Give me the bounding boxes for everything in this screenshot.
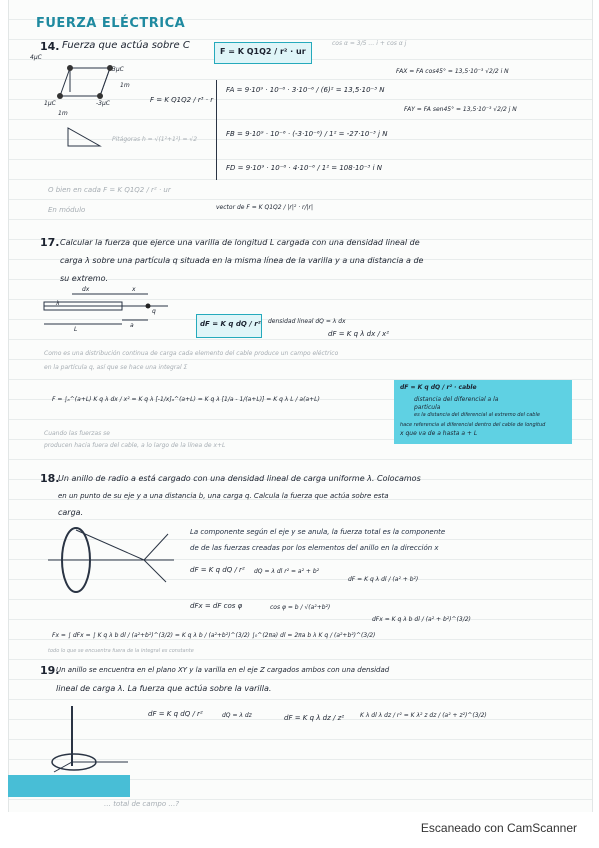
brace: [216, 80, 220, 180]
problem-18-statement-1: Un anillo de radio a está cargado con una densidad lineal de carga uniforme λ. Colocamos: [58, 474, 421, 483]
side-label-1: 1m: [120, 82, 130, 89]
triangle-sketch: [66, 126, 106, 150]
p17-sum-2: producen hacia fuera del cable, a lo largo de la línea de x+L: [44, 442, 226, 449]
vector-form-line: vector de F = K Q1Q2 / |r|² · r/|r|: [216, 204, 314, 211]
p18-dFx-full: dFx = K q λ b dl / (a² + b²)^(3/2): [372, 616, 471, 623]
p18-side-note: todo lo que se encuentra fuera de la integral es constante: [48, 648, 194, 654]
p17-integral: F = ∫ₐ^(a+L) K q λ dx / x² = K q λ [-1/x]ₐ^(a+L) = K q λ [1/a - 1/(a+L)] = K q λ L / a(a+L): [52, 396, 320, 403]
problem-19-number: 19.: [40, 664, 60, 677]
vector-F-formula: F = K Q1Q2 / r³ · r: [150, 96, 214, 104]
p18-dF: dF = K q dQ / r²: [190, 566, 245, 574]
p17-sum-1: Cuando las fuerzas se: [44, 430, 110, 437]
p18-Fx: Fx = ∫ dFx = ∫ K q λ b dl / (a²+b²)^(3/2) = K q λ b / (a²+b²)^(3/2) ∫₀^(2πa) dl = 2πa b λ K q / (a²+b²)^(3/2): [52, 632, 376, 639]
note-line-4: hace referencia al diferencial dentro del cable de longitud: [400, 422, 546, 428]
rod-label-lambda: λ: [56, 300, 60, 307]
rod-diagram: [42, 290, 182, 336]
problem-18-number: 18.: [40, 472, 60, 485]
p17-line-2: en la partícula q, así que se hace una integral Σ: [44, 364, 188, 371]
problem-17-statement-1: Calcular la fuerza que ejerce una varilla de longitud L cargada con una densidad lineal de: [60, 238, 420, 247]
o-bien-line: O bien en cada F = K Q1Q2 / r² · ur: [48, 186, 171, 194]
top-note: cos α = 3/5 … i + cos α j: [332, 40, 407, 47]
p19-dF: dF = K q dQ / r²: [148, 710, 203, 718]
side-label-2: 1m: [58, 110, 68, 117]
problem-19-statement-1: Un anillo se encuentra en el plano XY y la varilla en el eje Z cargados ambos con una densidad: [56, 666, 390, 674]
rod-label-q: q: [152, 308, 156, 315]
pythagoras-note: Pitágoras h = √(1²+1²) = √2: [112, 136, 198, 143]
page-title: FUERZA ELÉCTRICA: [36, 16, 186, 31]
charge-label-d: -3μC: [96, 100, 110, 107]
FB-formula: FB = 9·10⁹ · 10⁻⁶ · (-3·10⁻⁶) / 1² = -27·10⁻³ j N: [226, 130, 388, 138]
FD-formula: FD = 9·10⁹ · 10⁻⁶ · 4·10⁻⁶ / 1² = 108·10⁻³ i N: [226, 164, 382, 172]
problem-19-statement-2: lineal de carga λ. La fuerza que actúa sobre la varilla.: [56, 684, 272, 693]
FAy-formula: FAY = FA sen45° = 13,5·10⁻³ √2/2 j N: [404, 106, 517, 113]
note-line-5: x que va de a hasta a + L: [400, 430, 478, 437]
problem-18-statement-3: carga.: [58, 508, 84, 517]
density-line: densidad lineal dQ = λ dx: [268, 318, 346, 325]
note-line-1: distancia del diferencial a la: [414, 396, 499, 403]
charge-label-c: 1μC: [44, 100, 56, 107]
p18-cos: cos φ = b / √(a²+b²): [270, 604, 331, 611]
FAx-formula: FAX = FA cos45° = 13,5·10⁻³ √2/2 i N: [396, 68, 509, 75]
note-title: dF = K q dQ / r² · cable: [400, 384, 477, 391]
ring-diagram: [48, 520, 178, 600]
rod-label-a: a: [130, 322, 134, 329]
rod-label-L: L: [74, 326, 78, 333]
boxed-formula: F = K Q1Q2 / r² · ur: [220, 47, 306, 56]
note-line-2: particula: [414, 404, 441, 411]
modulo-line: En módulo: [48, 206, 86, 214]
note-line-3: es la distancia del diferencial al extremo del cable: [414, 412, 540, 418]
charge-label-b: 3μC: [112, 66, 124, 73]
p18-comp-1: La componente según el eje y se anula, la fuerza total es la componente: [190, 528, 446, 536]
problem-17-statement-2: carga λ sobre una partícula q situada en la misma línea de la varilla y a una distancia a de: [60, 256, 424, 265]
p18-dQ: dQ = λ dl r² = a² + b²: [254, 568, 320, 575]
bottom-teal-bar: [8, 775, 130, 797]
p19-dQ: dQ = λ dz: [222, 712, 252, 719]
p18-dF-sub: dF = K q λ dl / (a² + b²): [348, 576, 419, 583]
p17-line-1: Como es una distribución continua de carga cada elemento del cable produce un campo eléctrico: [44, 350, 339, 357]
scanner-watermark: Escaneado con CamScanner: [420, 821, 577, 835]
rod-ring-diagram: [48, 700, 138, 776]
problem-17-statement-3: su extremo.: [60, 274, 109, 283]
p19-rest: K λ dl λ dz / r² = K λ² z dz / (a² + z²)^(3/2): [360, 712, 487, 719]
FA-formula: FA = 9·10⁹ · 10⁻⁶ · 3·10⁻⁶ / (6)² = 13,5·10⁻³ N: [226, 86, 385, 94]
problem-18-statement-2: en un punto de su eje y a una distancia b, una carga q. Calcula la fuerza que actúa sobre esta: [58, 492, 389, 500]
p19-dF2: dF = K q λ dz / z²: [284, 714, 345, 722]
problem-17-number: 17.: [40, 236, 60, 249]
p19-bottom: … total de campo …?: [104, 800, 180, 808]
charge-label-a: 4μC: [30, 54, 42, 61]
p18-dFx: dFx = dF cos φ: [190, 602, 243, 610]
dF-lambda: dF = K q λ dx / x²: [328, 330, 389, 338]
problem-14-header: Fuerza que actúa sobre C: [62, 40, 190, 51]
rod-label-dx: dx: [82, 286, 90, 293]
boxed-dF: dF = K q dQ / r²: [200, 320, 261, 328]
problem-14-number: 14.: [40, 40, 60, 53]
rod-label-x: x: [132, 286, 136, 293]
p18-comp-2: de de las fuerzas creadas por los elementos del anillo en la dirección x: [190, 544, 439, 552]
